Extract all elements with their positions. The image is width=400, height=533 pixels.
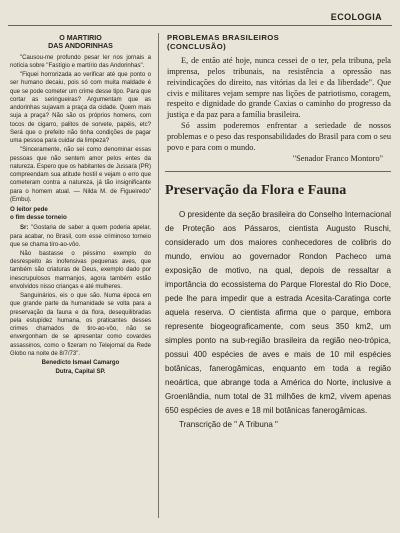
signature-line: Dutra, Capital SP. <box>55 368 106 375</box>
letter-paragraph: "Sinceramente, não sei como denominar essas pessoas que não sentem amor pelos entes da natureza. Espero que os habitantes de Jussara (PR) compreendam sua atitude hostil e vejam o erro que cometeram contra a natureza, já tão insignificante para o homem atual. — Nilda M. de Figueiredo" (Embu). <box>10 147 151 204</box>
kicker-line: PROBLEMAS BRASILEIROS <box>167 33 280 42</box>
left-subtitle <box>10 206 151 222</box>
letter-text: "Gostaria de saber a quem poderia apelar, para acabar, no Brasil, com esse criminoso torneio que se chama tiro-ao-vôo. <box>10 225 151 248</box>
letter-lead: Sr: <box>20 225 29 232</box>
article-rule <box>165 171 391 172</box>
letter-paragraph: Sanguinários, eis o que são. Numa época em que grande parte da humanidade se volta para a preservação da fauna e da flora, desequilibradas pela estupidez humana, os praticantes desses crimes chamados de tiro-ao-vôo, não se envergonham de se apresentar como covardes assassinos, como o fizeram no Telejornal da Rede Globo na noite de 8/7/73". <box>10 292 151 357</box>
conclusion-signature: "Senador Franco Montoro" <box>292 153 383 163</box>
article-title: Preservação da Flora e Fauna <box>165 183 347 199</box>
conclusion-block <box>165 33 391 164</box>
kicker-line: (CONCLUSÃO) <box>167 42 227 51</box>
letter-paragraph: Não bastasse o péssimo exemplo do desrespeito às inofensivas pequenas aves, que também são criaturas de Deus, exemplo dado por inescrupulosos marmanjos, agora também estão envolvidos nisso crianças e até mulheres. <box>10 250 151 291</box>
left-column <box>10 34 151 526</box>
article-body <box>165 208 391 432</box>
letter-paragraph: "Causou-me profundo pesar ler nos jornais a notícia sobre "Fastígio e martírio das Andorinhas". <box>10 54 151 70</box>
left-subtitle-line: O leitor pede <box>10 206 48 214</box>
article-paragraph: Transcrição de " A Tribuna " <box>179 420 278 430</box>
column-divider <box>158 33 159 518</box>
letter-paragraph: "Fiquei horrorizada ao verificar até que ponto o ser humano decaiu, pois só com muita maldade é que se pode cometer um crime desse tipo. Para que cortar as seringueiras? Argumentam que as andorinhas sujavam a praça da cidade. Quem mais suja a praça? Não são os próprios homens, com tocos de cigarro, palitos de sorvete, papéis, etc? Será que o prefeito não tinha condições de pagar uma pessoa para cuidar da limpeza? <box>10 72 151 145</box>
letter-signature <box>10 359 151 376</box>
left-subtitle-line: o fim desse torneio <box>10 214 67 222</box>
left-title-line: O MARTIRIO <box>59 34 102 42</box>
article-paragraph: O presidente da seção brasileira do Conselho Internacional de Proteção aos Pássaros, cientista Augusto Ruschi, considerado um dos maiores conhecedores de colibris do mundo, enviou ao governador Rondon Pacheco uma exposição de motivo, na qual, depois de ressaltar a importância do ecossistema do Parque Florestal do Rio Doce, pede lhe para impedir que a estrada Acesita-Caratinga corte aquela reserva. O cientista afirma que o parque, embora represente biogeograficamente, com seus 350 km2, um simples ponto na sub-região brasileira da região neo-trópica, possui 400 espécies de aves e mais de 10 mil espécies botânicas, fanerogâmicas, enquanto em toda a região neoártica, que abrange toda a América do Norte, inclusive a Groenlândia, num total de 31 milhões de km2, vivem apenas 650 espécies de aves e 18 mil botânicas fanerogâmicas. <box>165 210 391 416</box>
left-title-line: DAS ANDORINHAS <box>48 42 113 51</box>
right-column <box>165 33 391 527</box>
section-tag: ECOLOGIA <box>330 12 382 22</box>
left-title <box>10 34 151 51</box>
conclusion-paragraph: Só assim poderemos enfrentar a seriedade de nossos problemas e o peso das responsabilidades do Brasil para com o seu povo e para com o mundo. <box>167 121 391 152</box>
conclusion-paragraph: E, de então até hoje, nunca cessei de o ter, pela tribuna, pela imprensa, pelos tribunais, na resistência a opressão nas reivindicações do direito, nas vitórias da lei e da liberdade". Que civis e militares vejam sempre nas lições de patriotismo, coragem, respeito e dignidade do grande Caxias o caminho do progresso da justiça e da paz para a família brasileira. <box>167 56 391 120</box>
signature-line: Benedicto Ismael Camargo <box>41 360 120 367</box>
header-rule <box>8 12 392 26</box>
letter-paragraph <box>10 224 151 249</box>
